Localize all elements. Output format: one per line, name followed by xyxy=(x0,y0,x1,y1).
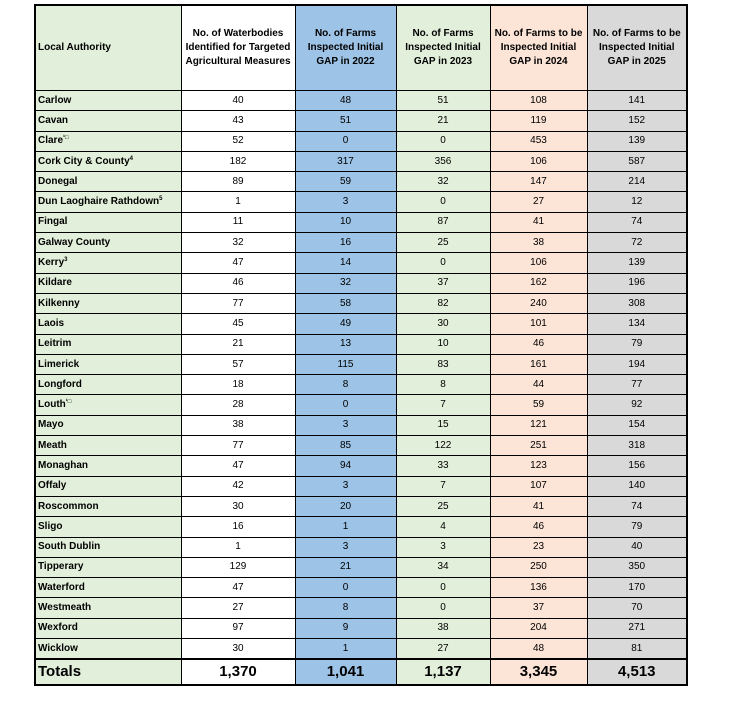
to-inspect-2025-cell: 77 xyxy=(587,375,687,395)
to-inspect-2024-cell: 204 xyxy=(490,618,587,638)
to-inspect-2025-cell: 156 xyxy=(587,456,687,476)
inspected-2023-cell: 7 xyxy=(396,395,490,415)
inspected-2022-cell: 115 xyxy=(295,354,396,374)
table-row xyxy=(35,253,687,273)
inspected-2022-cell: 48 xyxy=(295,91,396,111)
header-waterbodies: No. of Waterbodies Identified for Targeted Agricultural Measures xyxy=(181,5,295,91)
to-inspect-2024-cell: 23 xyxy=(490,537,587,557)
local-authority-name: Leitrim xyxy=(38,338,72,350)
local-authority-name: South Dublin xyxy=(38,541,101,553)
waterbodies-cell: 30 xyxy=(181,496,295,516)
local-authority-cell xyxy=(35,172,181,192)
local-authority-cell xyxy=(35,436,181,456)
local-authority-name: Roscommon xyxy=(38,500,99,512)
to-inspect-2024-cell: 121 xyxy=(490,415,587,435)
inspected-2023-cell: 87 xyxy=(396,212,490,232)
to-inspect-2025-cell: 139 xyxy=(587,131,687,151)
table-row xyxy=(35,618,687,638)
table-row xyxy=(35,496,687,516)
local-authority-name: Offaly xyxy=(38,480,67,492)
inspected-2022-cell: 51 xyxy=(295,111,396,131)
inspected-2023-cell: 30 xyxy=(396,314,490,334)
header-row xyxy=(35,5,687,91)
local-authority-name: Wexford xyxy=(38,622,78,634)
inspected-2023-cell: 122 xyxy=(396,436,490,456)
inspected-2023-cell: 32 xyxy=(396,172,490,192)
to-inspect-2025-cell: 308 xyxy=(587,293,687,313)
inspected-2023-cell: 10 xyxy=(396,334,490,354)
to-inspect-2025-cell: 40 xyxy=(587,537,687,557)
waterbodies-cell: 16 xyxy=(181,517,295,537)
totals-row xyxy=(35,659,687,685)
inspected-2022-cell: 13 xyxy=(295,334,396,354)
waterbodies-cell: 46 xyxy=(181,273,295,293)
inspected-2022-cell: 317 xyxy=(295,151,396,171)
inspected-2023-cell: 7 xyxy=(396,476,490,496)
local-authority-cell xyxy=(35,496,181,516)
waterbodies-cell: 18 xyxy=(181,375,295,395)
local-authority-name: Monaghan xyxy=(38,459,88,471)
local-authority-name: Carlow xyxy=(38,94,72,106)
waterbodies-cell: 97 xyxy=(181,618,295,638)
local-authority-name: Louth xyxy=(38,399,66,411)
table-row xyxy=(35,91,687,111)
local-authority-name: Meath xyxy=(38,439,67,451)
inspected-2023-cell: 3 xyxy=(396,537,490,557)
inspected-2022-cell: 3 xyxy=(295,192,396,212)
to-inspect-2025-cell: 140 xyxy=(587,476,687,496)
waterbodies-cell: 57 xyxy=(181,354,295,374)
to-inspect-2025-cell: 587 xyxy=(587,151,687,171)
to-inspect-2024-cell: 38 xyxy=(490,233,587,253)
local-authority-cell xyxy=(35,578,181,598)
local-authority-name: Fingal xyxy=(38,216,68,228)
local-authority-cell xyxy=(35,618,181,638)
local-authority-name: Wicklow xyxy=(38,642,78,654)
inspected-2022-cell: 14 xyxy=(295,253,396,273)
inspected-2023-cell: 83 xyxy=(396,354,490,374)
totals-2025: 4,513 xyxy=(587,659,687,685)
inspected-2022-cell: 32 xyxy=(295,273,396,293)
waterbodies-cell: 45 xyxy=(181,314,295,334)
to-inspect-2025-cell: 318 xyxy=(587,436,687,456)
waterbodies-cell: 77 xyxy=(181,293,295,313)
to-inspect-2025-cell: 139 xyxy=(587,253,687,273)
to-inspect-2024-cell: 453 xyxy=(490,131,587,151)
local-authority-name: Cork City & County xyxy=(38,155,130,167)
to-inspect-2024-cell: 251 xyxy=(490,436,587,456)
inspected-2022-cell: 1 xyxy=(295,517,396,537)
local-authority-name: Waterford xyxy=(38,581,85,593)
footnote-marker: 4 xyxy=(129,155,134,162)
waterbodies-cell: 89 xyxy=(181,172,295,192)
inspected-2022-cell: 3 xyxy=(295,476,396,496)
to-inspect-2025-cell: 74 xyxy=(587,212,687,232)
inspected-2022-cell: 94 xyxy=(295,456,396,476)
table-row xyxy=(35,537,687,557)
to-inspect-2024-cell: 136 xyxy=(490,578,587,598)
to-inspect-2025-cell: 152 xyxy=(587,111,687,131)
local-authority-cell xyxy=(35,212,181,232)
local-authority-name: Dun Laoghaire Rathdown xyxy=(38,196,160,208)
table-row xyxy=(35,354,687,374)
inspected-2023-cell: 27 xyxy=(396,639,490,660)
waterbodies-cell: 47 xyxy=(181,578,295,598)
to-inspect-2024-cell: 108 xyxy=(490,91,587,111)
to-inspect-2024-cell: 106 xyxy=(490,253,587,273)
local-authority-name: Mayo xyxy=(38,419,64,431)
totals-label: Totals xyxy=(35,659,181,685)
waterbodies-cell: 27 xyxy=(181,598,295,618)
inspected-2022-cell: 0 xyxy=(295,131,396,151)
totals-waterbodies: 1,370 xyxy=(181,659,295,685)
to-inspect-2024-cell: 161 xyxy=(490,354,587,374)
waterbodies-cell: 1 xyxy=(181,537,295,557)
to-inspect-2024-cell: 41 xyxy=(490,496,587,516)
local-authority-cell xyxy=(35,476,181,496)
waterbodies-cell: 38 xyxy=(181,415,295,435)
local-authority-cell xyxy=(35,314,181,334)
inspected-2022-cell: 3 xyxy=(295,415,396,435)
local-authority-cell xyxy=(35,456,181,476)
to-inspect-2025-cell: 170 xyxy=(587,578,687,598)
inspected-2022-cell: 20 xyxy=(295,496,396,516)
local-authority-cell xyxy=(35,598,181,618)
to-inspect-2024-cell: 123 xyxy=(490,456,587,476)
waterbodies-cell: 21 xyxy=(181,334,295,354)
to-inspect-2024-cell: 44 xyxy=(490,375,587,395)
inspected-2023-cell: 0 xyxy=(396,253,490,273)
to-inspect-2024-cell: 37 xyxy=(490,598,587,618)
local-authority-name: Longford xyxy=(38,378,82,390)
to-inspect-2025-cell: 196 xyxy=(587,273,687,293)
local-authority-cell xyxy=(35,192,181,212)
to-inspect-2025-cell: 350 xyxy=(587,557,687,577)
waterbodies-cell: 32 xyxy=(181,233,295,253)
inspected-2023-cell: 0 xyxy=(396,131,490,151)
table-row xyxy=(35,192,687,212)
inspected-2023-cell: 4 xyxy=(396,517,490,537)
inspected-2022-cell: 85 xyxy=(295,436,396,456)
to-inspect-2024-cell: 147 xyxy=(490,172,587,192)
footnote-marker: 5 xyxy=(159,196,163,203)
header-local-authority: Local Authority xyxy=(35,5,181,91)
inspected-2023-cell: 37 xyxy=(396,273,490,293)
local-authority-cell xyxy=(35,517,181,537)
local-authority-name: Kildare xyxy=(38,277,72,289)
waterbodies-cell: 1 xyxy=(181,192,295,212)
inspected-2022-cell: 59 xyxy=(295,172,396,192)
to-inspect-2024-cell: 27 xyxy=(490,192,587,212)
header-to-inspect-2025: No. of Farms to be Inspected Initial GAP in 2025 xyxy=(587,5,687,91)
waterbodies-cell: 43 xyxy=(181,111,295,131)
to-inspect-2024-cell: 240 xyxy=(490,293,587,313)
to-inspect-2024-cell: 106 xyxy=(490,151,587,171)
table-row xyxy=(35,273,687,293)
local-authority-cell xyxy=(35,354,181,374)
footnote-marker: 3 xyxy=(64,257,68,264)
table-row xyxy=(35,111,687,131)
to-inspect-2024-cell: 48 xyxy=(490,639,587,660)
local-authority-cell xyxy=(35,639,181,660)
waterbodies-cell: 52 xyxy=(181,131,295,151)
table-row xyxy=(35,517,687,537)
to-inspect-2024-cell: 46 xyxy=(490,517,587,537)
table-row xyxy=(35,456,687,476)
inspected-2023-cell: 356 xyxy=(396,151,490,171)
inspected-2023-cell: 15 xyxy=(396,415,490,435)
inspected-2022-cell: 1 xyxy=(295,639,396,660)
inspected-2022-cell: 8 xyxy=(295,375,396,395)
to-inspect-2025-cell: 72 xyxy=(587,233,687,253)
to-inspect-2025-cell: 271 xyxy=(587,618,687,638)
local-authority-name: Donegal xyxy=(38,175,78,187)
footnote-marker: ¹□ xyxy=(63,135,69,142)
table-row xyxy=(35,415,687,435)
table-row xyxy=(35,131,687,151)
to-inspect-2025-cell: 154 xyxy=(587,415,687,435)
inspected-2023-cell: 0 xyxy=(396,598,490,618)
local-authority-cell xyxy=(35,131,181,151)
local-authority-cell xyxy=(35,334,181,354)
local-authority-name: Clare xyxy=(38,135,64,147)
header-inspected-2023: No. of Farms Inspected Initial GAP in 2023 xyxy=(396,5,490,91)
waterbodies-cell: 77 xyxy=(181,436,295,456)
table-row xyxy=(35,212,687,232)
inspected-2023-cell: 33 xyxy=(396,456,490,476)
inspected-2023-cell: 25 xyxy=(396,496,490,516)
footnote-marker: ¹□ xyxy=(65,399,72,406)
to-inspect-2025-cell: 79 xyxy=(587,517,687,537)
table-row xyxy=(35,172,687,192)
local-authority-name: Limerick xyxy=(38,358,80,370)
totals-2022: 1,041 xyxy=(295,659,396,685)
local-authority-cell xyxy=(35,557,181,577)
table-row xyxy=(35,598,687,618)
local-authority-cell xyxy=(35,151,181,171)
local-authority-name: Cavan xyxy=(38,114,69,126)
inspected-2023-cell: 25 xyxy=(396,233,490,253)
local-authority-cell xyxy=(35,415,181,435)
waterbodies-cell: 129 xyxy=(181,557,295,577)
table-row xyxy=(35,334,687,354)
waterbodies-cell: 40 xyxy=(181,91,295,111)
table-row xyxy=(35,314,687,334)
inspected-2023-cell: 38 xyxy=(396,618,490,638)
local-authority-name: Laois xyxy=(38,317,65,329)
inspected-2022-cell: 49 xyxy=(295,314,396,334)
local-authority-cell xyxy=(35,293,181,313)
totals-2023: 1,137 xyxy=(396,659,490,685)
inspected-2022-cell: 3 xyxy=(295,537,396,557)
table-row xyxy=(35,557,687,577)
waterbodies-cell: 47 xyxy=(181,456,295,476)
local-authority-cell xyxy=(35,273,181,293)
local-authority-name: Kerry xyxy=(38,257,65,269)
waterbodies-cell: 30 xyxy=(181,639,295,660)
header-inspected-2022: No. of Farms Inspected Initial GAP in 2022 xyxy=(295,5,396,91)
inspected-2023-cell: 8 xyxy=(396,375,490,395)
inspected-2023-cell: 0 xyxy=(396,578,490,598)
table-row xyxy=(35,293,687,313)
inspected-2022-cell: 16 xyxy=(295,233,396,253)
local-authority-cell xyxy=(35,111,181,131)
header-to-inspect-2024: No. of Farms to be Inspected Initial GAP in 2024 xyxy=(490,5,587,91)
waterbodies-cell: 47 xyxy=(181,253,295,273)
local-authority-name: Westmeath xyxy=(38,602,92,614)
to-inspect-2024-cell: 41 xyxy=(490,212,587,232)
local-authority-name: Sligo xyxy=(38,520,63,532)
inspected-2022-cell: 8 xyxy=(295,598,396,618)
local-authority-name: Tipperary xyxy=(38,561,84,573)
table-row xyxy=(35,233,687,253)
local-authority-cell xyxy=(35,395,181,415)
to-inspect-2025-cell: 141 xyxy=(587,91,687,111)
waterbodies-cell: 182 xyxy=(181,151,295,171)
table-row xyxy=(35,436,687,456)
inspected-2022-cell: 21 xyxy=(295,557,396,577)
inspected-2022-cell: 9 xyxy=(295,618,396,638)
to-inspect-2024-cell: 162 xyxy=(490,273,587,293)
totals-2024: 3,345 xyxy=(490,659,587,685)
inspected-2023-cell: 34 xyxy=(396,557,490,577)
table-row xyxy=(35,639,687,660)
local-authority-cell xyxy=(35,233,181,253)
local-authority-cell xyxy=(35,537,181,557)
to-inspect-2024-cell: 46 xyxy=(490,334,587,354)
to-inspect-2024-cell: 101 xyxy=(490,314,587,334)
local-authority-name: Kilkenny xyxy=(38,297,80,309)
table-row xyxy=(35,476,687,496)
to-inspect-2025-cell: 12 xyxy=(587,192,687,212)
to-inspect-2024-cell: 107 xyxy=(490,476,587,496)
to-inspect-2025-cell: 70 xyxy=(587,598,687,618)
to-inspect-2025-cell: 214 xyxy=(587,172,687,192)
local-authority-cell xyxy=(35,253,181,273)
inspected-2022-cell: 0 xyxy=(295,578,396,598)
to-inspect-2025-cell: 194 xyxy=(587,354,687,374)
table-row xyxy=(35,151,687,171)
to-inspect-2025-cell: 79 xyxy=(587,334,687,354)
to-inspect-2024-cell: 59 xyxy=(490,395,587,415)
inspected-2023-cell: 21 xyxy=(396,111,490,131)
to-inspect-2024-cell: 250 xyxy=(490,557,587,577)
gap-inspection-table xyxy=(34,4,688,686)
waterbodies-cell: 28 xyxy=(181,395,295,415)
to-inspect-2025-cell: 74 xyxy=(587,496,687,516)
table-row xyxy=(35,578,687,598)
inspected-2022-cell: 0 xyxy=(295,395,396,415)
inspected-2023-cell: 0 xyxy=(396,192,490,212)
to-inspect-2025-cell: 92 xyxy=(587,395,687,415)
local-authority-cell xyxy=(35,375,181,395)
table-row xyxy=(35,395,687,415)
inspected-2023-cell: 82 xyxy=(396,293,490,313)
gap-inspection-table-wrapper xyxy=(34,4,686,686)
to-inspect-2025-cell: 81 xyxy=(587,639,687,660)
waterbodies-cell: 42 xyxy=(181,476,295,496)
waterbodies-cell: 11 xyxy=(181,212,295,232)
table-body xyxy=(35,91,687,660)
table-row xyxy=(35,375,687,395)
local-authority-name: Galway County xyxy=(38,236,111,248)
inspected-2023-cell: 51 xyxy=(396,91,490,111)
to-inspect-2025-cell: 134 xyxy=(587,314,687,334)
inspected-2022-cell: 10 xyxy=(295,212,396,232)
local-authority-cell xyxy=(35,91,181,111)
inspected-2022-cell: 58 xyxy=(295,293,396,313)
to-inspect-2024-cell: 119 xyxy=(490,111,587,131)
